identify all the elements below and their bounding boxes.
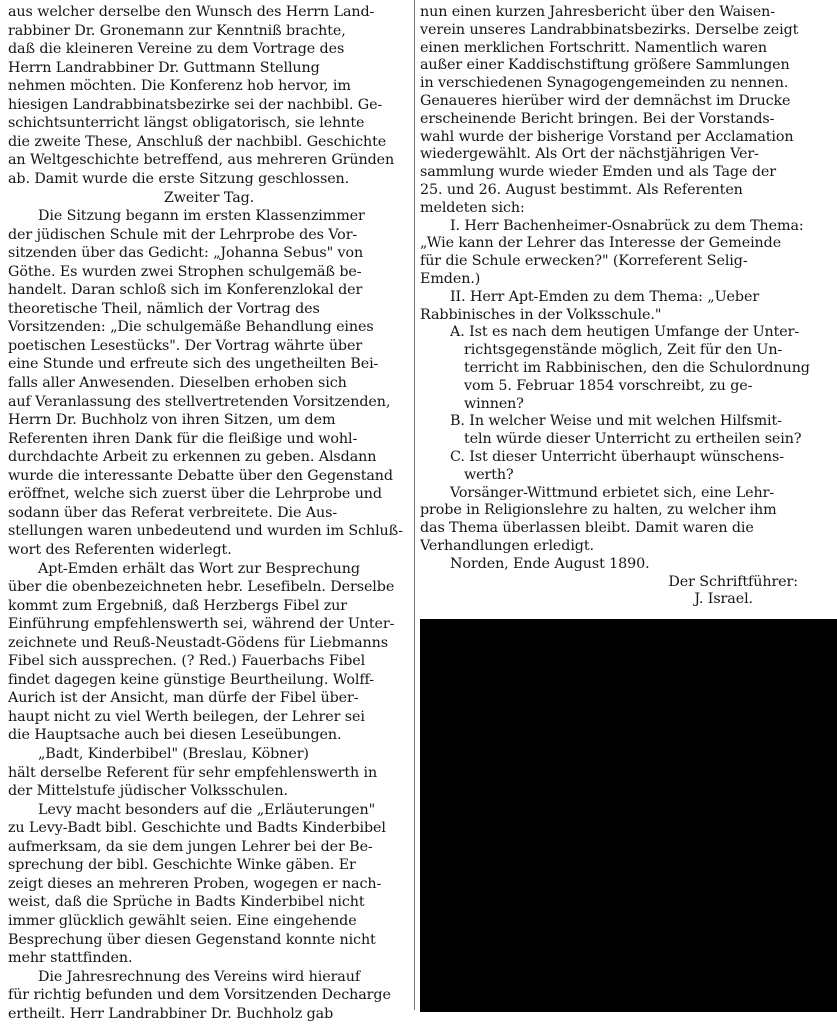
text-line: Zweiter Tag. <box>163 190 255 206</box>
text-line: vom 5. Februar 1854 vorschreibt, zu ge- <box>464 378 753 394</box>
right-column <box>420 0 828 612</box>
text-line: Genaueres hierüber wird der demnächst im Drucke <box>420 93 791 109</box>
text-line: probe in Religionslehre zu halten, zu welcher ihm <box>420 502 777 518</box>
text-line: zeigt dieses an mehreren Proben, wogegen er nach- <box>8 876 382 892</box>
text-line: Herrn Landrabbiner Dr. Guttmann Stellung <box>8 60 320 76</box>
text-line: Vorsänger-Wittmund erbietet sich, eine Lehr- <box>450 485 775 501</box>
text-line: rabbiner Dr. Gronemann zur Kenntniß brachte, <box>8 23 346 39</box>
text-line: in verschiedenen Synagogengemeinden zu nennen. <box>420 75 789 91</box>
text-line: zeichnete und Reuß-Neustadt-Gödens für Liebmanns <box>8 635 388 651</box>
text-line: terricht im Rabbinischen, den die Schulordnung <box>464 360 810 376</box>
text-line: Die Sitzung begann im ersten Klassenzimmer <box>38 208 365 224</box>
text-line: für richtig befunden und dem Vorsitzenden Decharge <box>8 987 391 1003</box>
text-line: aufmerksam, da sie dem jungen Lehrer bei der Be- <box>8 839 373 855</box>
text-line: Verhandlungen erledigt. <box>420 538 594 554</box>
column-divider <box>414 0 415 1010</box>
text-line: aus welcher derselbe den Wunsch des Herrn Land- <box>8 4 375 20</box>
text-line: Norden, Ende August 1890. <box>450 556 650 572</box>
text-line: handelt. Daran schloß sich im Konferenzlokal der <box>8 282 363 298</box>
left-column <box>8 0 410 1022</box>
text-line: eine Stunde und erfreute sich des ungetheilten Bei- <box>8 356 379 372</box>
text-line: sammlung wurde wieder Emden und als Tage der <box>420 164 776 180</box>
text-line: die zweite These, Anschluß der nachbibl. Geschichte <box>8 134 387 150</box>
text-line: wort des Referenten widerlegt. <box>8 542 232 558</box>
text-line: „Wie kann der Lehrer das Interesse der Gemeinde <box>420 235 782 251</box>
text-line: meldeten sich: <box>420 200 525 216</box>
text-line: die Hauptsache auch bei diesen Leseübungen. <box>8 727 342 743</box>
text-line: Emden.) <box>420 271 481 287</box>
text-line: Besprechung über diesen Gegenstand konnte nicht <box>8 932 376 948</box>
text-line: nun einen kurzen Jahresbericht über den Waisen- <box>420 4 775 20</box>
text-line: über die obenbezeichneten hebr. Lesefibeln. Derselbe <box>8 579 395 595</box>
text-line: Herrn Dr. Buchholz von ihren Sitzen, um dem <box>8 412 336 428</box>
text-line: teln würde dieser Unterricht zu ertheilen sein? <box>464 431 802 447</box>
text-line: Levy macht besonders auf die „Erläuterungen" <box>38 802 376 818</box>
text-line: eröffnet, welche sich zuerst über die Lehrprobe und <box>8 486 382 502</box>
text-line: Apt-Emden erhält das Wort zur Besprechung <box>38 561 360 577</box>
text-line: auf Veranlassung des stellvertretenden Vorsitzenden, <box>8 394 391 410</box>
text-line: werth? <box>464 467 514 483</box>
text-line: Einführung empfehlenswerth sei, während der Unter- <box>8 616 395 632</box>
text-line: poetischen Lesestücks". Der Vortrag währte über <box>8 338 363 354</box>
text-line: sitzenden über das Gedicht: „Johanna Sebus" von <box>8 245 364 261</box>
text-line: außer einer Kaddischstiftung größere Sammlungen <box>420 57 790 73</box>
text-line: mehr stattfinden. <box>8 950 133 966</box>
text-line: Rabbinisches in der Volksschule." <box>420 307 662 323</box>
text-line: immer glücklich gewählt seien. Eine eingehende <box>8 913 357 929</box>
text-line: erscheinende Bericht bringen. Bei der Vorstands- <box>420 111 775 127</box>
text-line: nehmen möchten. Die Konferenz hob hervor, im <box>8 78 351 94</box>
text-line: der jüdischen Schule mit der Lehrprobe des Vor- <box>8 227 358 243</box>
text-line: verein unseres Landrabbinatsbezirks. Derselbe zeigt <box>420 22 799 38</box>
text-line: durchdachte Arbeit zu erkennen zu geben. Alsdann <box>8 449 377 465</box>
text-line: „Badt, Kinderbibel" (Breslau, Köbner) <box>38 746 309 762</box>
text-line: sodann über das Referat verbreitete. Die Aus- <box>8 505 338 521</box>
text-line: Vorsitzenden: „Die schulgemäße Behandlung eines <box>8 319 374 335</box>
text-line: der Mittelstufe jüdischer Volksschulen. <box>8 783 288 799</box>
text-line: das Thema überlassen bleibt. Damit waren die <box>420 520 754 536</box>
text-line: wiedergewählt. Als Ort der nächstjährigen Ver- <box>420 146 759 162</box>
text-line: 25. und 26. August bestimmt. Als Referenten <box>420 182 743 198</box>
text-line: J. Israel. <box>694 591 753 607</box>
text-line: ertheilt. Herr Landrabbiner Dr. Buchholz gab <box>8 1006 334 1022</box>
text-line: wahl wurde der bisherige Vorstand per Acclamation <box>420 129 794 145</box>
text-line: kommt zum Ergebniß, daß Herzbergs Fibel zur <box>8 598 348 614</box>
text-line: winnen? <box>464 396 524 412</box>
text-line: an Weltgeschichte betreffend, aus mehreren Gründen <box>8 152 395 168</box>
text-line: falls aller Anwesenden. Dieselben erhoben sich <box>8 375 347 391</box>
text-line: C. Ist dieser Unterricht überhaupt wünschens- <box>450 449 784 465</box>
text-line: findet dagegen keine günstige Beurtheilung. Wolff- <box>8 672 374 688</box>
text-line: Fibel sich aussprechen. (? Red.) Fauerbachs Fibel <box>8 653 366 669</box>
text-line: Der Schriftführer: <box>668 574 798 590</box>
text-line: stellungen waren unbedeutend und wurden im Schluß- <box>8 523 403 539</box>
text-line: B. In welcher Weise und mit welchen Hilfsmit- <box>450 413 782 429</box>
text-line: I. Herr Bachenheimer-Osnabrück zu dem Thema: <box>450 218 804 234</box>
text-line: II. Herr Apt-Emden zu dem Thema: „Ueber <box>450 289 760 305</box>
text-line: Aurich ist der Ansicht, man dürfe der Fibel über- <box>8 690 359 706</box>
text-line: wurde die interessante Debatte über den Gegenstand <box>8 468 393 484</box>
text-line: daß die kleineren Vereine zu dem Vortrage des <box>8 41 345 57</box>
text-line: Referenten ihren Dank für die fleißige und wohl- <box>8 431 358 447</box>
text-line: A. Ist es nach dem heutigen Umfange der Unter- <box>450 324 800 340</box>
text-line: einen merklichen Fortschritt. Namentlich waren <box>420 40 767 56</box>
text-line: richtsgegenstände möglich, Zeit für den Un- <box>464 342 783 358</box>
text-line: ab. Damit wurde die erste Sitzung geschlossen. <box>8 171 350 187</box>
text-line: zu Levy-Badt bibl. Geschichte und Badts Kinderbibel <box>8 820 386 836</box>
blacked-out-area <box>420 619 837 1012</box>
text-line: schichtsunterricht längst obligatorisch, sie lehnte <box>8 115 365 131</box>
text-line: für die Schule erwecken?" (Korreferent Selig- <box>420 253 748 269</box>
text-line: haupt nicht zu viel Werth beilegen, der Lehrer sei <box>8 709 365 725</box>
text-line: theoretische Theil, nämlich der Vortrag des <box>8 301 320 317</box>
text-line: weist, daß die Sprüche in Badts Kinderbibel nicht <box>8 894 365 910</box>
text-line: hält derselbe Referent für sehr empfehlenswerth in <box>8 765 378 781</box>
text-line: sprechung der bibl. Geschichte Winke gäben. Er <box>8 857 356 873</box>
text-line: Die Jahresrechnung des Vereins wird hierauf <box>38 969 361 985</box>
text-line: hiesigen Landrabbinatsbezirke sei der nachbibl. Ge- <box>8 97 383 113</box>
text-line: Göthe. Es wurden zwei Strophen schulgemäß be- <box>8 264 362 280</box>
